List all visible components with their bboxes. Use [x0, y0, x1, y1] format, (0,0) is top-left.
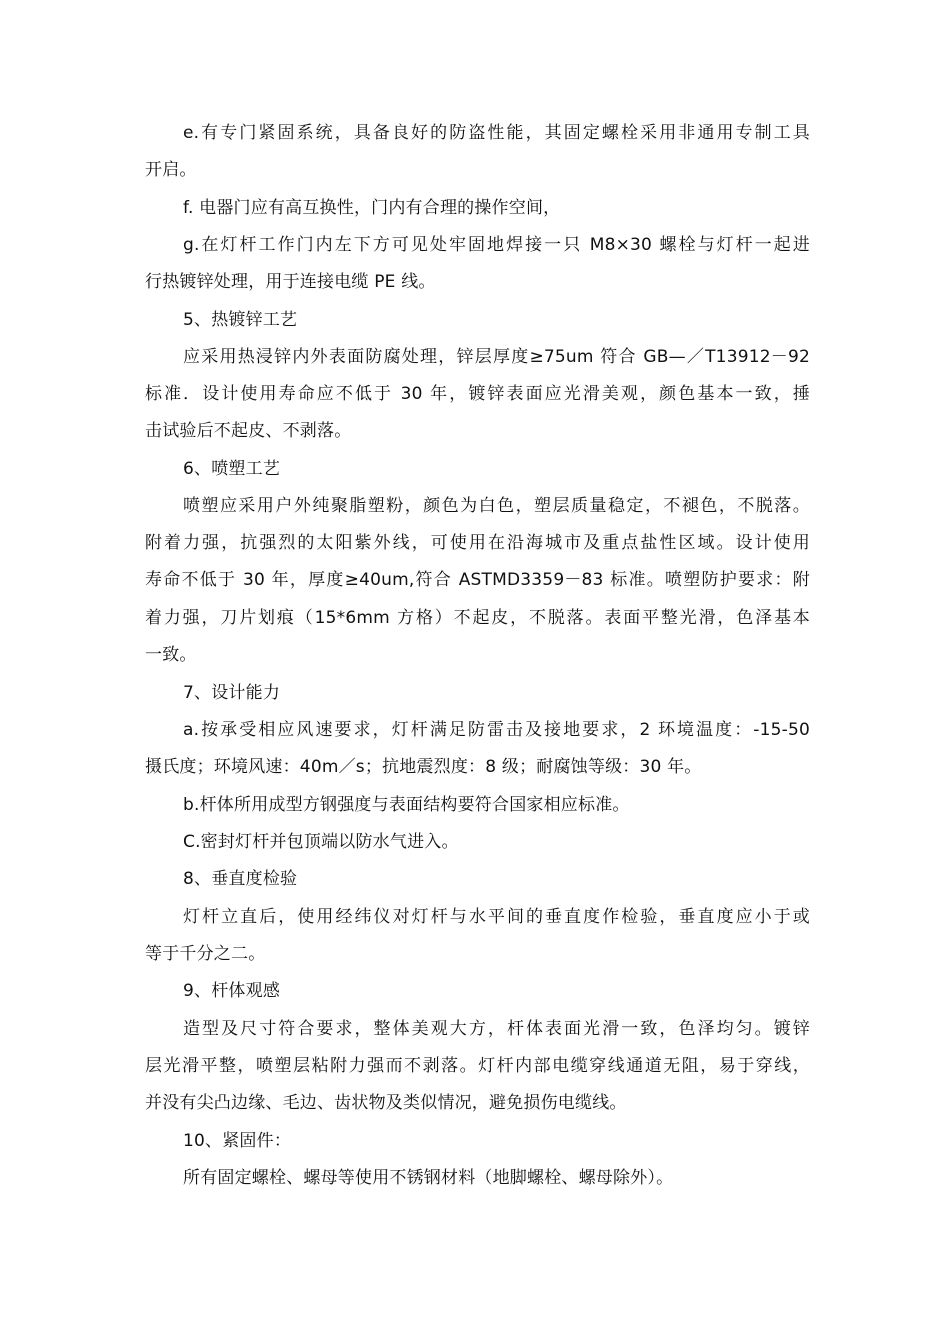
- text-line: 并没有尖凸边缘、毛边、齿状物及类似情况，避免损伤电缆线。: [145, 1093, 627, 1113]
- text-line: 所有固定螺栓、螺母等使用不锈钢材料（地脚螺栓、螺母除外）。: [183, 1168, 674, 1188]
- text-line: g.在灯杆工作门内左下方可见处牢固地焊接一只 M8×30 螺栓与灯杆一起进: [183, 235, 810, 255]
- text-line: 行热镀锌处理，用于连接电缆 PE 线。: [145, 272, 436, 292]
- text-line: 喷塑应采用户外纯聚脂塑粉，颜色为白色，塑层质量稳定，不褪色，不脱落。: [183, 496, 810, 516]
- text-line: 标准．设计使用寿命应不低于 30 年，镀锌表面应光滑美观，颜色基本一致，捶: [145, 384, 810, 404]
- text-line: 附着力强，抗强烈的太阳紫外线，可使用在沿海城市及重点盐性区域。设计使用: [145, 533, 810, 553]
- text-line: 寿命不低于 30 年，厚度≥40um,符合 ASTMD3359－83 标准。喷塑防护要求：附: [145, 570, 810, 590]
- text-line: 着力强，刀片划痕（15*6mm 方格）不起皮，不脱落。表面平整光滑，色泽基本: [145, 608, 810, 628]
- text-line: 击试验后不起皮、不剥落。: [145, 421, 352, 441]
- text-line: 造型及尺寸符合要求，整体美观大方，杆体表面光滑一致，色泽均匀。镀锌: [183, 1019, 810, 1039]
- text-line: C.密封灯杆并包顶端以防水气进入。: [183, 832, 459, 852]
- text-line: 一致。: [145, 645, 197, 665]
- text-line: 开启。: [145, 160, 197, 180]
- section-heading-5: 5、热镀锌工艺: [183, 310, 298, 330]
- text-line: 灯杆立直后，使用经纬仪对灯杆与水平间的垂直度作检验，垂直度应小于或: [183, 907, 810, 927]
- text-line: e.有专门紧固系统，具备良好的防盗性能，其固定螺栓采用非通用专制工具: [183, 123, 810, 143]
- section-heading-10: 10、紧固件：: [183, 1131, 292, 1151]
- text-line: a.按承受相应风速要求，灯杆满足防雷击及接地要求，2 环境温度：-15-50: [183, 720, 810, 740]
- section-heading-6: 6、喷塑工艺: [183, 459, 281, 479]
- text-line: b.杆体所用成型方钢强度与表面结构要符合国家相应标准。: [183, 795, 630, 815]
- section-heading-8: 8、垂直度检验: [183, 869, 298, 889]
- text-line: 等于千分之二。: [145, 944, 266, 964]
- text-line: f. 电器门应有高互换性，门内有合理的操作空间，: [183, 198, 561, 218]
- text-line: 层光滑平整，喷塑层粘附力强而不剥落。灯杆内部电缆穿线通道无阻，易于穿线，: [145, 1056, 810, 1076]
- text-line: 摄氏度；环境风速：40m／s；抗地震烈度：8 级；耐腐蚀等级：30 年。: [145, 757, 702, 777]
- section-heading-7: 7、设计能力: [183, 683, 281, 703]
- text-line: 应采用热浸锌内外表面防腐处理，锌层厚度≥75um 符合 GB—／T13912－92: [183, 347, 810, 367]
- section-heading-9: 9、杆体观感: [183, 981, 281, 1001]
